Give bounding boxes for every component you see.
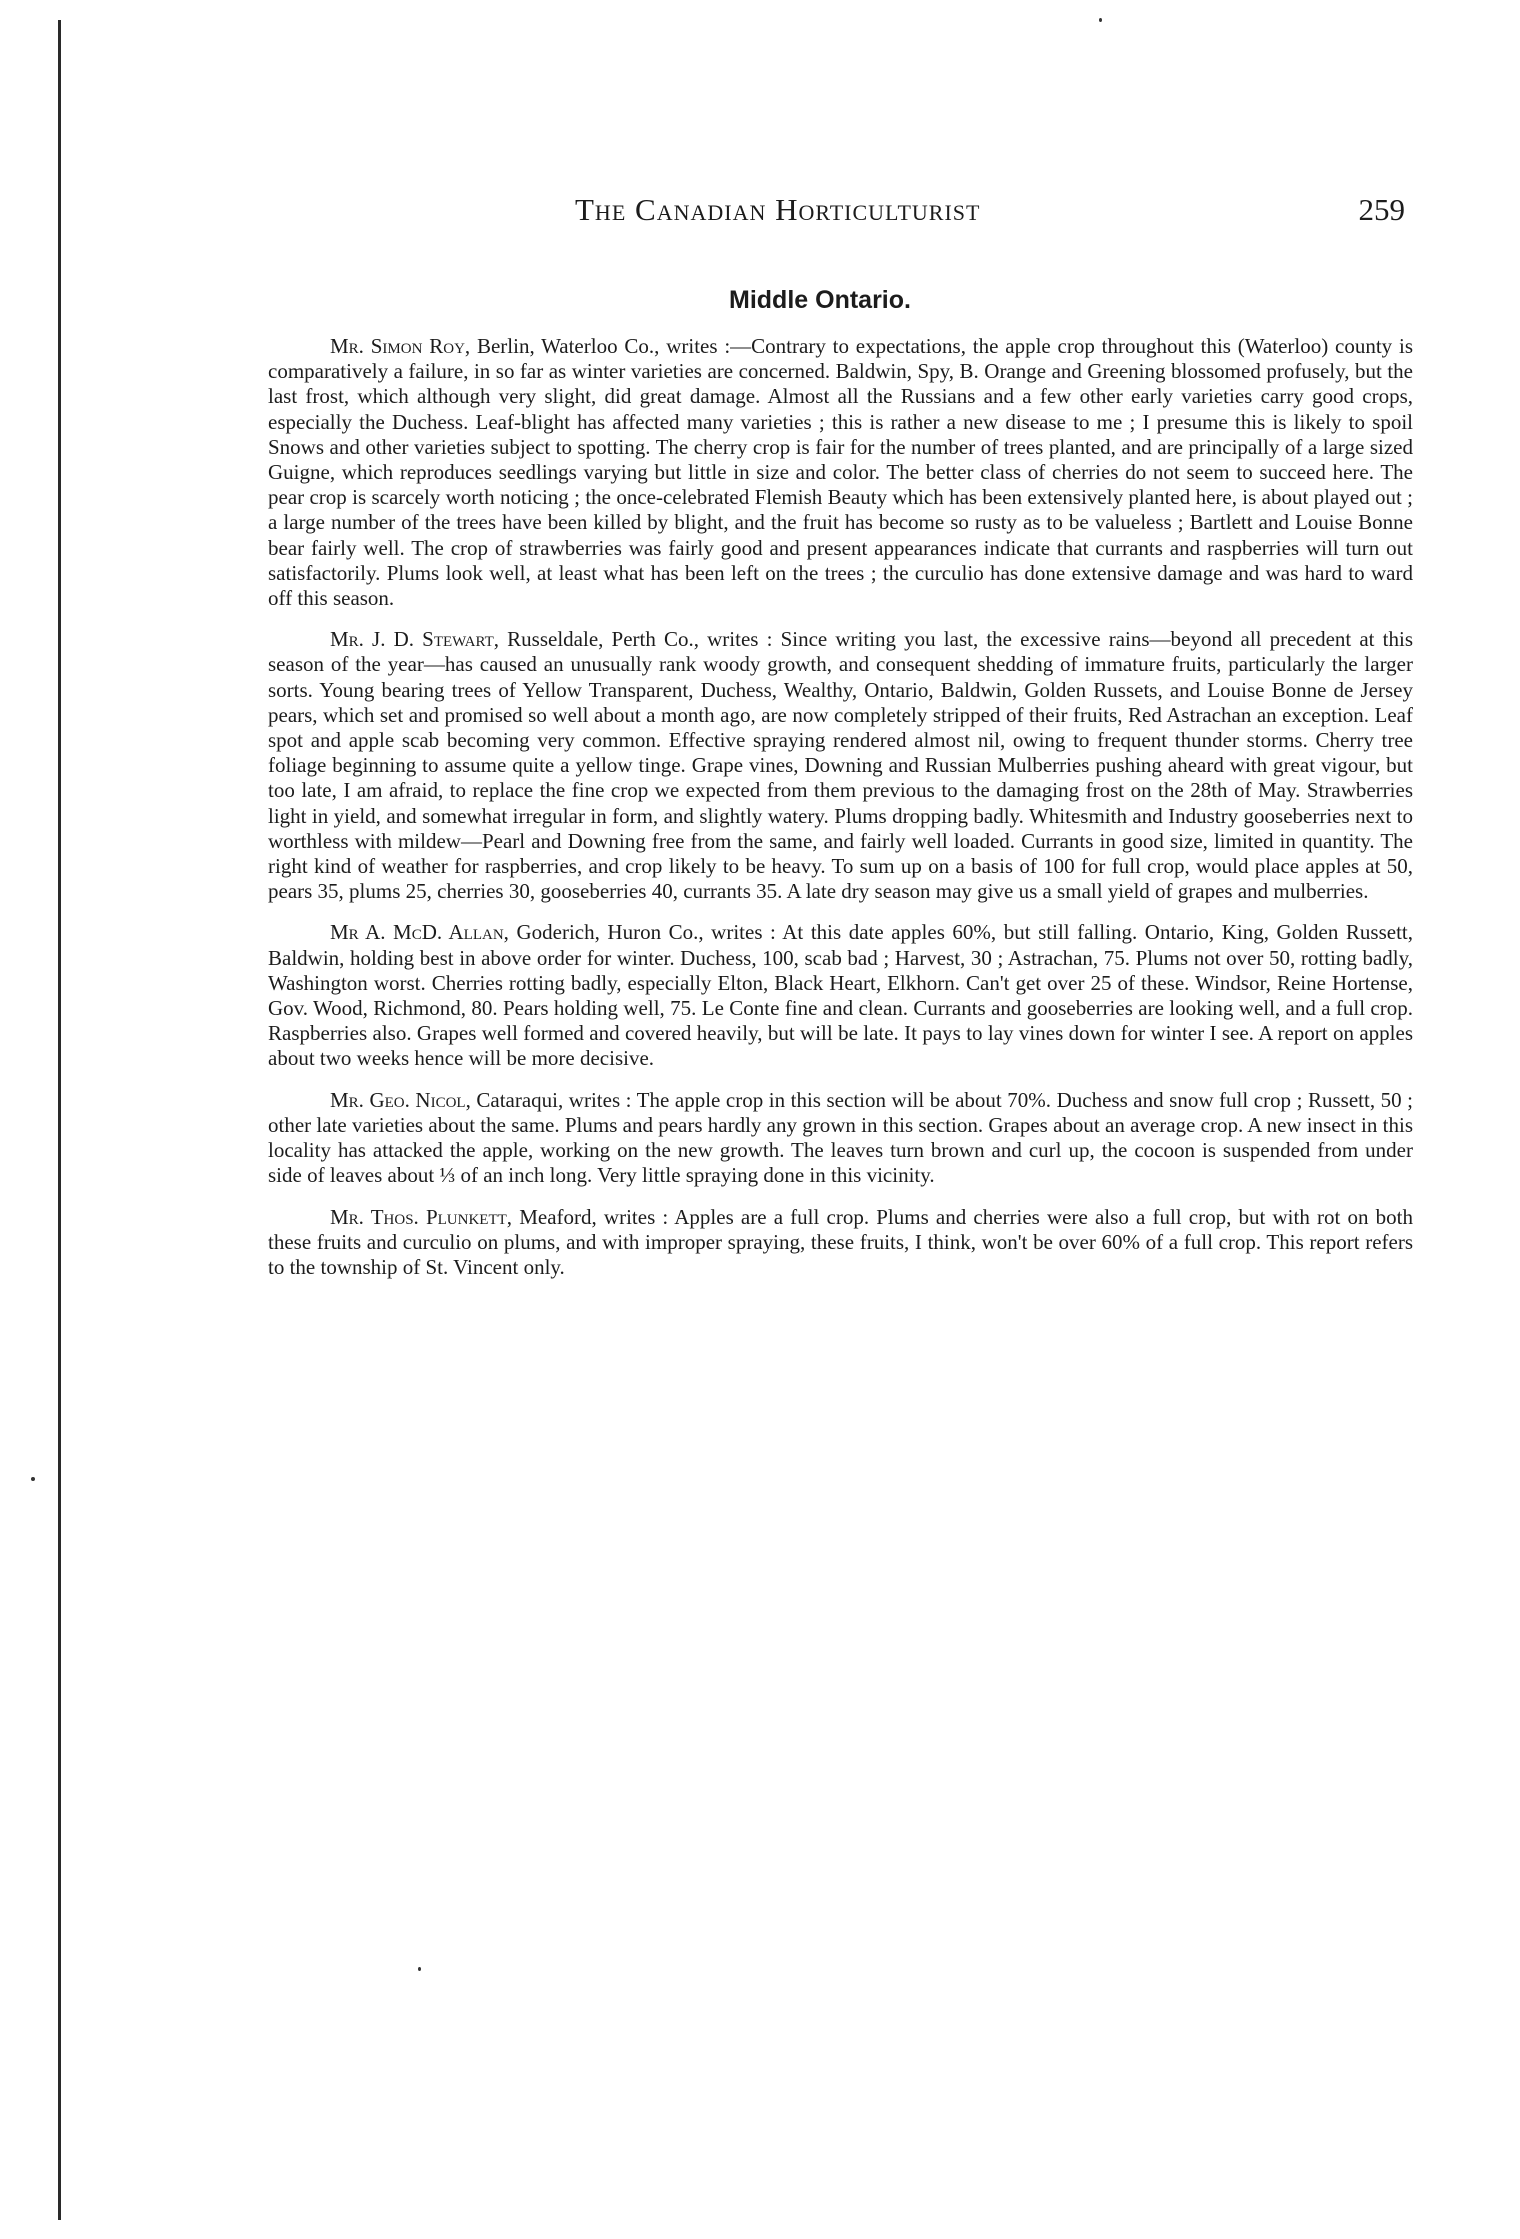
speck	[418, 1967, 421, 1971]
report-paragraph	[268, 334, 1413, 611]
binding-edge-rule	[58, 20, 61, 2220]
section-heading: Middle Ontario.	[729, 286, 911, 314]
running-title: The Canadian Horticulturist	[575, 192, 981, 227]
report-text: Berlin, Waterloo Co., writes :—Contrary to expectations, the apple crop throughout this (Waterloo) county is comparatively a failure, in so far as winter varieties are concerned. Baldwin, Spy, B. Orange and Greening blossomed profusely, but the last frost, which although very slight, did great damage. Almost all the Russians and a few other early varieties carry good crops, especially the Duchess. Leaf-blight has affected many varieties ; this is rather a new disease to me ; I presume this is likely to spoil Snows and other varieties subject to spotting. The cherry crop is fair for the number of trees planted, and are principally of a large sized Guigne, which reproduces seedlings varying but little in size and color. The better class of cherries do not seem to succeed here. The pear crop is scarcely worth noticing ; the once-celebrated Flemish Beauty which has been extensively planted here, is about played out ; a large number of the trees have been killed by blight, and the fruit has become so rusty as to be valueless ; Bartlett and Louise Bonne bear fairly well. The crop of strawberries was fairly good and present appearances indicate that currants and raspberries will turn out satisfactorily. Plums look well, at least what has been left on the trees ; the curculio has done extensive damage and was hard to ward off this season.	[268, 334, 1413, 611]
correspondent-name: Mr. Geo. Nicol,	[330, 1087, 471, 1112]
report-paragraph	[268, 920, 1413, 1071]
report-paragraph	[268, 1088, 1413, 1189]
page-header	[575, 192, 1405, 236]
report-paragraph	[268, 1205, 1413, 1281]
report-text: Cataraqui, writes : The apple crop in this section will be about 70%. Duchess and snow full crop ; Russett, 50 ; other late varieties about the same. Plums and pears hardly any grown in this section. Grapes about an average crop. A new insect in this locality has attacked the apple, working on the new growth. The leaves turn brown and curl up, the cocoon is suspended from under side of leaves about ⅓ of an inch long. Very little spraying done in this vicinity.	[268, 1087, 1413, 1188]
report-text: Goderich, Huron Co., writes : At this date apples 60%, but still falling. Ontario, King, Golden Russett, Baldwin, holding best in above order for winter. Duchess, 100, scab bad ; Harvest, 30 ; Astrachan, 75. Plums not over 50, rotting badly, Washington worst. Cherries rotting badly, especially Elton, Black Heart, Elkhorn. Can't get over 25 of these. Windsor, Reine Hortense, Gov. Wood, Richmond, 80. Pears holding well, 75. Le Conte fine and clean. Currants and gooseberries are looking well, and a full crop. Raspberries also. Grapes well formed and covered heavily, but will be late. It pays to lay vines down for winter I see. A report on apples about two weeks hence will be more decisive.	[268, 920, 1413, 1071]
correspondent-name: Mr. Simon Roy,	[330, 334, 471, 358]
speck	[31, 1477, 35, 1481]
report-list	[268, 334, 1413, 1296]
correspondent-name: Mr A. McD. Allan,	[330, 920, 509, 945]
report-text: Meaford, writes : Apples are a full crop. Plums and cherries were also a full crop, but with rot on both these fruits and curculio on plums, and with improper spraying, these fruits, I think, won't be over 60% of a full crop. This report refers to the township of St. Vincent only.	[268, 1204, 1413, 1279]
speck	[1099, 18, 1102, 22]
page-number: 259	[1358, 192, 1405, 227]
correspondent-name: Mr. J. D. Stewart,	[330, 627, 500, 652]
report-paragraph	[268, 627, 1413, 904]
report-text: Russeldale, Perth Co., writes : Since writing you last, the excessive rains—beyond all precedent at this season of the year—has caused an unusually rank woody growth, and consequent shedding of immature fruits, particularly the larger sorts. Young bearing trees of Yellow Transparent, Duchess, Wealthy, Ontario, Baldwin, Golden Russets, and Louise Bonne de Jersey pears, which set and promised so well about a month ago, are now completely stripped of their fruits, Red Astrachan an exception. Leaf spot and apple scab becoming very common. Effective spraying rendered almost nil, owing to frequent thunder storms. Cherry tree foliage beginning to assume quite a yellow tinge. Grape vines, Downing and Russian Mulberries pushing aheard with great vigour, but too late, I am afraid, to replace the fine crop we expected from them previous to the damaging frost on the 28th of May. Strawberries light in yield, and somewhat irregular in form, and slightly watery. Plums dropping badly. Whitesmith and Industry gooseberries next to worthless with mildew—Pearl and Downing free from the same, and fairly well loaded. Currants in good size, limited in quantity. The right kind of weather for raspberries, and crop likely to be heavy. To sum up on a basis of 100 for full crop, would place apples at 50, pears 35, plums 25, cherries 30, gooseberries 40, currants 35. A late dry season may give us a small yield of grapes and mulberries.	[268, 627, 1413, 904]
correspondent-name: Mr. Thos. Plunkett,	[330, 1204, 513, 1229]
